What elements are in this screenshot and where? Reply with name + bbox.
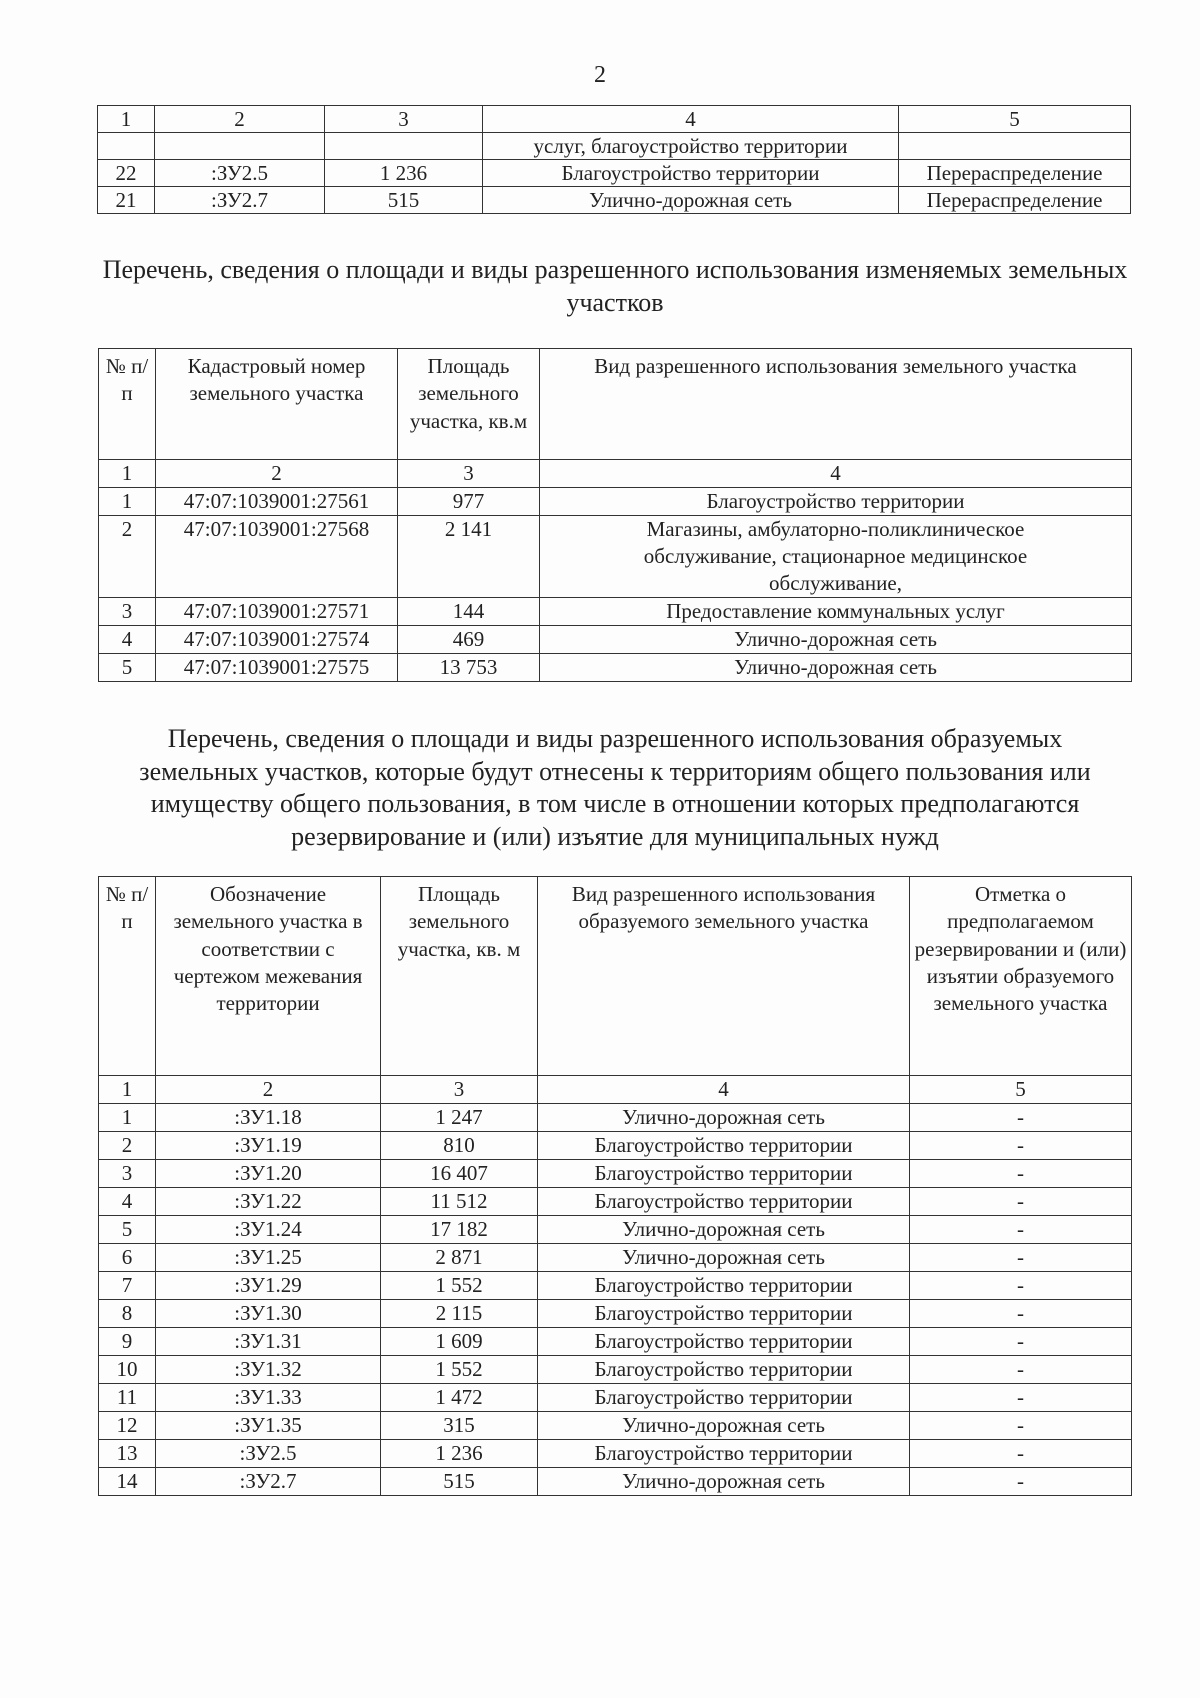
table-cell: 515 (381, 1468, 538, 1496)
table-cell: 1 (99, 1104, 156, 1132)
table-cell: - (910, 1132, 1132, 1160)
table-cell: 144 (398, 598, 540, 626)
table-row (99, 516, 1132, 598)
table-cell: 1 552 (381, 1356, 538, 1384)
table-cell: :ЗУ1.25 (156, 1244, 381, 1272)
table-cell: - (910, 1468, 1132, 1496)
table-cell: Благоустройство территории (538, 1384, 910, 1412)
table-cell: 469 (398, 626, 540, 654)
new-plots-table (98, 876, 1132, 1496)
table-cell: 47:07:1039001:27575 (156, 654, 398, 682)
column-number: 2 (155, 106, 325, 133)
section-title-new-plots: Перечень, сведения о площади и виды разрешенного использования образуемых земельных участков, которые будут отнесены к территориям общего пользования или имуществу общего пользования, в том числе в отношении которых предполагаются резервирование и (или) изъятие для муниципальных нужд (139, 724, 1091, 851)
column-number: 1 (98, 106, 155, 133)
table-cell (325, 133, 483, 160)
table-cell: :ЗУ1.30 (156, 1300, 381, 1328)
table-cell: - (910, 1356, 1132, 1384)
table-cell: - (910, 1384, 1132, 1412)
table-cell: 1 609 (381, 1328, 538, 1356)
table-cell: Улично-дорожная сеть (538, 1468, 910, 1496)
column-number: 2 (156, 460, 398, 488)
table-cell: услуг, благоустройство территории (483, 133, 899, 160)
table-row (99, 1440, 1132, 1468)
table-cell: 47:07:1039001:27571 (156, 598, 398, 626)
header-permitted-use: Вид разрешенного использования образуемого земельного участка (538, 877, 910, 1076)
table-row (98, 160, 1131, 187)
table-cell: 2 115 (381, 1300, 538, 1328)
table-row (99, 654, 1132, 682)
table-row (99, 626, 1132, 654)
header-area: Площадь земельного участка, кв. м (381, 877, 538, 1076)
table-cell: 21 (98, 187, 155, 214)
column-number-row (99, 460, 1132, 488)
table-cell: 315 (381, 1412, 538, 1440)
table-cell: 3 (99, 598, 156, 626)
table-cell: 2 (99, 1132, 156, 1160)
table-cell: 13 753 (398, 654, 540, 682)
table-cell: - (910, 1244, 1132, 1272)
table-cell: Предоставление коммунальных услуг (540, 598, 1132, 626)
table-cell: 16 407 (381, 1160, 538, 1188)
table-cell: :ЗУ2.7 (155, 187, 325, 214)
table-row (99, 1160, 1132, 1188)
column-number: 4 (540, 460, 1132, 488)
table-cell: 1 236 (325, 160, 483, 187)
table-cell: :ЗУ2.5 (156, 1440, 381, 1468)
column-number: 1 (99, 460, 156, 488)
table-cell: 11 (99, 1384, 156, 1412)
table-row (99, 1328, 1132, 1356)
column-number-row (98, 106, 1131, 133)
table-cell: 6 (99, 1244, 156, 1272)
table-row (99, 1104, 1132, 1132)
table-cell: - (910, 1412, 1132, 1440)
table-cell: Благоустройство территории (538, 1356, 910, 1384)
table-cell: Улично-дорожная сеть (540, 626, 1132, 654)
table-cell: :ЗУ1.33 (156, 1384, 381, 1412)
table-cell: :ЗУ1.32 (156, 1356, 381, 1384)
table-cell: - (910, 1328, 1132, 1356)
table-cell: 2 141 (398, 516, 540, 598)
changed-plots-table (98, 348, 1132, 682)
table-cell: Улично-дорожная сеть (538, 1244, 910, 1272)
table-cell: Благоустройство территории (538, 1328, 910, 1356)
table-row (99, 1468, 1132, 1496)
table-row (99, 1300, 1132, 1328)
table-row (99, 1132, 1132, 1160)
table-cell: Благоустройство территории (538, 1440, 910, 1468)
table-cell: :ЗУ1.20 (156, 1160, 381, 1188)
table-cell (98, 133, 155, 160)
table-row (99, 598, 1132, 626)
table-cell: :ЗУ2.5 (155, 160, 325, 187)
header-designation: Обозначение земельного участка в соответствии с чертежом межевания территории (156, 877, 381, 1076)
table-cell: - (910, 1272, 1132, 1300)
table-cell: 1 (99, 488, 156, 516)
table-cell: Благоустройство территории (538, 1188, 910, 1216)
table-cell: Благоустройство территории (538, 1132, 910, 1160)
column-number-row (99, 1076, 1132, 1104)
table-row (98, 133, 1131, 160)
column-number: 4 (483, 106, 899, 133)
table-cell: :ЗУ1.29 (156, 1272, 381, 1300)
table-cell: Улично-дорожная сеть (483, 187, 899, 214)
table-cell: 1 552 (381, 1272, 538, 1300)
table-cell: Благоустройство территории (538, 1272, 910, 1300)
table-cell: 7 (99, 1272, 156, 1300)
table-cell: 2 871 (381, 1244, 538, 1272)
table-cell: 8 (99, 1300, 156, 1328)
table-cell: 14 (99, 1468, 156, 1496)
table-cell: 47:07:1039001:27561 (156, 488, 398, 516)
column-number: 3 (325, 106, 483, 133)
table-cell: - (910, 1440, 1132, 1468)
table-cell: Улично-дорожная сеть (538, 1216, 910, 1244)
table-cell: 17 182 (381, 1216, 538, 1244)
table-cell: 5 (99, 1216, 156, 1244)
table-cell: :ЗУ1.18 (156, 1104, 381, 1132)
column-number: 2 (156, 1076, 381, 1104)
header-reservation-mark: Отметка о предполагаемом резервировании и (или) изъятии образуемого земельного участка (910, 877, 1132, 1076)
table-cell: :ЗУ1.22 (156, 1188, 381, 1216)
continuation-table (97, 105, 1131, 214)
table-cell: 515 (325, 187, 483, 214)
table-cell: - (910, 1216, 1132, 1244)
column-number: 1 (99, 1076, 156, 1104)
table-cell: 47:07:1039001:27574 (156, 626, 398, 654)
table-cell: - (910, 1104, 1132, 1132)
table-cell: 3 (99, 1160, 156, 1188)
table-cell: 1 236 (381, 1440, 538, 1468)
header-cadastral-number: Кадастровый номер земельного участка (156, 349, 398, 460)
table-row (98, 187, 1131, 214)
table-cell: 12 (99, 1412, 156, 1440)
table-cell: - (910, 1188, 1132, 1216)
column-number: 3 (398, 460, 540, 488)
header-area: Площадь земельного участка, кв.м (398, 349, 540, 460)
table-cell: Благоустройство территории (538, 1160, 910, 1188)
table-cell: 810 (381, 1132, 538, 1160)
header-number: № п/п (99, 877, 156, 1076)
table-cell: Улично-дорожная сеть (540, 654, 1132, 682)
column-number: 4 (538, 1076, 910, 1104)
table-row (99, 1188, 1132, 1216)
table-cell: 1 472 (381, 1384, 538, 1412)
table-cell: :ЗУ1.19 (156, 1132, 381, 1160)
table-header-row (99, 349, 1132, 460)
table-row (99, 1216, 1132, 1244)
table-cell: :ЗУ1.31 (156, 1328, 381, 1356)
table-cell (155, 133, 325, 160)
table-cell: Улично-дорожная сеть (538, 1104, 910, 1132)
table-header-row (99, 877, 1132, 1076)
table-cell: 1 247 (381, 1104, 538, 1132)
column-number: 3 (381, 1076, 538, 1104)
table-row (99, 1244, 1132, 1272)
table-row (99, 1384, 1132, 1412)
table-cell: :ЗУ1.24 (156, 1216, 381, 1244)
table-cell: 22 (98, 160, 155, 187)
table-cell: 13 (99, 1440, 156, 1468)
table-cell: Улично-дорожная сеть (538, 1412, 910, 1440)
table-cell: Благоустройство территории (538, 1300, 910, 1328)
table-cell: 4 (99, 626, 156, 654)
page-number: 2 (594, 62, 606, 88)
table-cell: :ЗУ1.35 (156, 1412, 381, 1440)
header-permitted-use: Вид разрешенного использования земельного участка (540, 349, 1132, 460)
table-cell: - (910, 1160, 1132, 1188)
table-cell: Благоустройство территории (483, 160, 899, 187)
table-cell: 47:07:1039001:27568 (156, 516, 398, 598)
table-cell: 2 (99, 516, 156, 598)
table-cell: 10 (99, 1356, 156, 1384)
table-cell: 11 512 (381, 1188, 538, 1216)
table-row (99, 1272, 1132, 1300)
column-number: 5 (899, 106, 1131, 133)
table-cell: Благоустройство территории (540, 488, 1132, 516)
table-row (99, 488, 1132, 516)
table-cell: - (910, 1300, 1132, 1328)
table-cell: Перераспределение (899, 187, 1131, 214)
column-number: 5 (910, 1076, 1132, 1104)
table-cell: :ЗУ2.7 (156, 1468, 381, 1496)
table-cell: Перераспределение (899, 160, 1131, 187)
table-cell: 5 (99, 654, 156, 682)
header-number: № п/п (99, 349, 156, 460)
table-cell: 9 (99, 1328, 156, 1356)
table-row (99, 1356, 1132, 1384)
table-cell: Магазины, амбулаторно-поликлиническое обслуживание, стационарное медицинское обслуживание, (540, 516, 1132, 598)
table-cell: 4 (99, 1188, 156, 1216)
section-title-changed-plots: Перечень, сведения о площади и виды разрешенного использования изменяемых земельных участков (102, 255, 1128, 317)
table-cell (899, 133, 1131, 160)
table-cell: 977 (398, 488, 540, 516)
table-row (99, 1412, 1132, 1440)
